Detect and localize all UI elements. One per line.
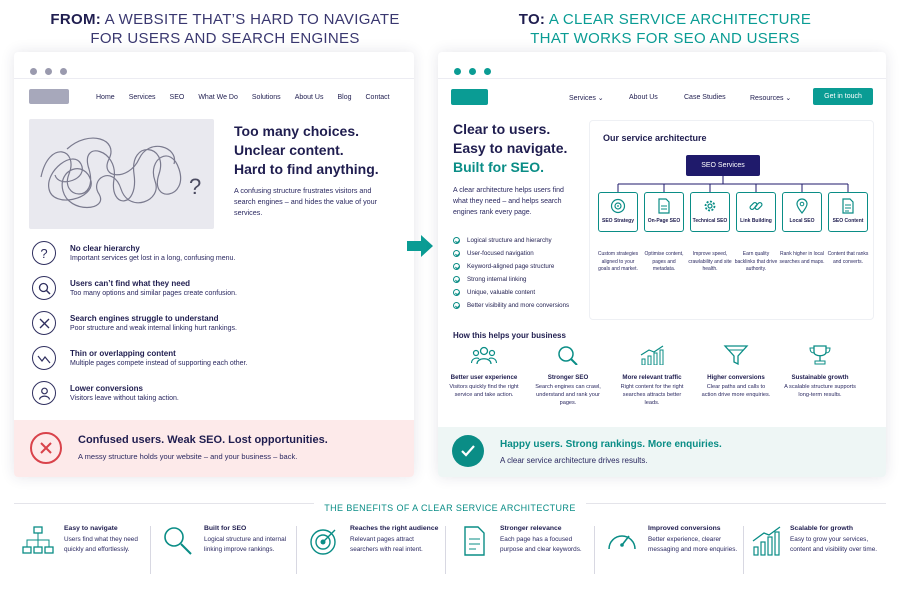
left-headline-3: Hard to find anything.: [234, 161, 379, 177]
service-label: On-Page SEO: [647, 218, 681, 224]
check-icon: [453, 263, 460, 270]
problem-title: Lower conversions: [70, 384, 143, 393]
chevron-down-icon: ⌄: [597, 95, 604, 102]
warning-banner: [14, 420, 414, 477]
problem-title: Search engines struggle to understand: [70, 314, 219, 323]
benefit-item: [162, 525, 292, 557]
left-headline-2: Unclear content.: [234, 142, 344, 158]
checklist-item: [453, 273, 569, 286]
content-icon: [840, 198, 856, 214]
service-desc: Content that ranks and converts.: [827, 251, 869, 265]
problem-desc: Too many options and similar pages create confusion.: [70, 290, 237, 297]
benefit-item: [308, 525, 443, 557]
right-headline: [453, 120, 567, 177]
document-icon: [458, 525, 490, 557]
nav-contact[interactable]: Contact: [365, 94, 390, 101]
help-item: [616, 345, 688, 407]
check-icon: [453, 250, 460, 257]
help-item-title: Better user experience: [450, 374, 518, 381]
help-item-title: More relevant traffic: [622, 374, 682, 381]
nav-seo[interactable]: SEO: [169, 94, 185, 101]
help-item: [532, 345, 604, 407]
nav-resources-label: Resources: [750, 95, 784, 102]
broken-chart-icon: [32, 346, 56, 370]
benefit-title: Easy to navigate: [64, 525, 118, 532]
help-item-title: Sustainable growth: [791, 374, 849, 381]
chevron-down-icon: ⌄: [785, 95, 792, 102]
check-icon: [453, 302, 460, 309]
checklist-text: User-focused navigation: [467, 250, 534, 257]
checklist-text: Logical structure and hierarchy: [467, 237, 552, 244]
benefits-title-wrap: [0, 498, 900, 516]
left-browser-window: [14, 52, 414, 477]
checklist-text: Keyword-aligned page structure: [467, 263, 555, 270]
service-on-page-seo[interactable]: [644, 192, 684, 232]
problem-title: Users can’t find what they need: [70, 279, 191, 288]
from-line2: FOR USERS AND SEARCH ENGINES: [90, 30, 360, 47]
benefit-title: Reaches the right audience: [350, 525, 439, 532]
from-prefix: FROM:: [50, 11, 102, 28]
benefit-desc: Relevant pages attract searchers with real intent.: [350, 536, 423, 553]
benefit-title: Scalable for growth: [790, 525, 854, 532]
seo-services-root[interactable]: SEO Services: [686, 155, 760, 176]
helps-title: How this helps your business: [453, 331, 566, 340]
help-item-title: Stronger SEO: [547, 374, 589, 381]
problem-list: [32, 241, 402, 416]
gear-icon: [702, 198, 718, 214]
map-pin-icon: [794, 198, 810, 214]
banner-title: Confused users. Weak SEO. Lost opportunities.: [78, 434, 328, 446]
service-desc: Earn quality backlinks that drive authority.: [734, 251, 778, 272]
benefit-desc: Logical structure and internal linking improve rankings.: [204, 536, 287, 553]
benefit-title: Stronger relevance: [500, 525, 562, 532]
check-icon: [453, 289, 460, 296]
checklist-item: [453, 299, 569, 312]
service-desc: Improve speed, crawlability and site health.: [688, 251, 732, 272]
architecture-title: Our service architecture: [603, 133, 707, 143]
problem-title: No clear hierarchy: [70, 244, 140, 253]
success-banner: [438, 427, 886, 477]
nav-home[interactable]: Home: [96, 94, 115, 101]
link-icon: [748, 198, 764, 214]
benefit-item: [458, 525, 593, 557]
bar-growth-icon: [639, 345, 665, 365]
to-prefix: TO:: [518, 11, 546, 28]
nav-solutions[interactable]: Solutions: [251, 94, 281, 101]
logo-placeholder: [29, 89, 69, 104]
help-item-desc: Clear paths and calls to action drive more enquiries.: [701, 384, 771, 398]
checklist-item: [453, 260, 569, 273]
benefit-desc: Users find what they need quickly and effortlessly.: [64, 536, 138, 553]
checklist-text: Better visibility and more conversions: [467, 302, 570, 309]
magnifier-icon: [555, 345, 581, 365]
problem-title: Thin or overlapping content: [70, 349, 176, 358]
right-headline-2: Easy to navigate.: [453, 140, 568, 156]
user-icon: [32, 381, 56, 405]
logo-placeholder: [451, 89, 488, 105]
service-desc: Rank higher in local searches and maps.: [779, 251, 825, 265]
sitemap-icon: [22, 525, 54, 557]
checklist: [453, 234, 569, 312]
nav-services-label: Services: [569, 95, 596, 102]
problem-item: [32, 311, 402, 346]
left-nav: [82, 94, 390, 101]
to-line1: A CLEAR SERVICE ARCHITECTURE: [548, 11, 812, 28]
nav-about[interactable]: About Us: [294, 94, 324, 101]
gauge-icon: [606, 525, 638, 557]
nav-resources[interactable]: [750, 94, 791, 102]
benefit-title: Built for SEO: [204, 525, 247, 532]
benefit-item: [22, 525, 142, 557]
problem-desc: Multiple pages compete instead of supporting each other.: [70, 360, 248, 367]
benefit-item: [606, 525, 741, 557]
help-item: [448, 345, 520, 399]
service-link-building[interactable]: [736, 192, 776, 232]
problem-item: [32, 276, 402, 311]
benefit-desc: Easy to grow your services, content and visibility over time.: [790, 536, 878, 553]
problem-item: [32, 346, 402, 381]
nav-blog[interactable]: Blog: [337, 94, 352, 101]
help-item-title: Higher conversions: [707, 374, 765, 381]
benefit-item: [752, 525, 882, 557]
problem-desc: Visitors leave without taking action.: [70, 395, 179, 402]
service-label: Local SEO: [789, 218, 815, 224]
growth-chart-icon: [752, 525, 782, 557]
problem-desc: Important services get lost in a long, confusing menu.: [70, 255, 236, 262]
nav-what-we-do[interactable]: What We Do: [198, 94, 238, 101]
transition-arrow-icon: [405, 233, 435, 264]
get-in-touch-button[interactable]: Get in touch: [813, 88, 873, 105]
benefit-title: Improved conversions: [648, 525, 721, 532]
help-item-desc: A scalable structure supports long-term results.: [784, 384, 856, 398]
checklist-item: [453, 247, 569, 260]
nav-services[interactable]: [569, 94, 604, 102]
nav-about[interactable]: About Us: [629, 94, 658, 101]
left-headline: [234, 122, 379, 179]
checklist-text: Unique, valuable content: [467, 289, 536, 296]
help-item: [700, 345, 772, 399]
service-local-seo[interactable]: [782, 192, 822, 232]
service-label: Link Building: [740, 218, 772, 224]
question-mark-icon: ?: [189, 174, 202, 199]
users-group-icon: [471, 345, 497, 365]
service-desc: Custom strategies aligned to your goals and market.: [597, 251, 639, 272]
service-seo-strategy[interactable]: [598, 192, 638, 232]
to-line2: THAT WORKS FOR SEO AND USERS: [530, 30, 800, 47]
right-headline-1: Clear to users.: [453, 121, 551, 137]
help-item-desc: Search engines can crawl, understand and rank your pages.: [535, 384, 601, 406]
search-icon: [162, 525, 194, 557]
nav-services[interactable]: Services: [128, 94, 156, 101]
document-icon: [656, 198, 672, 214]
left-description: A confusing structure frustrates visitors and search engines – and hides the value of your services.: [234, 186, 378, 217]
target-icon: [308, 525, 340, 557]
help-item-desc: Right content for the right searches attracts better leads.: [620, 384, 684, 406]
help-item: [784, 345, 856, 399]
problem-item: [32, 381, 402, 416]
service-architecture-card: [589, 120, 874, 320]
check-icon: [453, 276, 460, 283]
right-description: A clear architecture helps users find what they need – and helps search engines rank every page.: [453, 187, 564, 216]
help-item-desc: Visitors quickly find the right service and take action.: [449, 384, 519, 398]
banner-desc: A messy structure holds your website – and your business – back.: [78, 452, 298, 461]
happy-title: Happy users. Strong rankings. More enquiries.: [500, 439, 722, 450]
problem-item: [32, 241, 402, 276]
right-headline-3: Built for SEO.: [453, 159, 544, 175]
checklist-item: [453, 234, 569, 247]
service-label: SEO Content: [832, 218, 864, 224]
checklist-text: Strong internal linking: [467, 276, 527, 283]
success-check-icon: [452, 435, 484, 467]
to-header: [480, 10, 850, 48]
benefit-desc: Better experience, clearer messaging and more enquiries.: [648, 536, 738, 553]
service-technical-seo[interactable]: [690, 192, 730, 232]
funnel-icon: [723, 345, 749, 365]
service-desc: Optimise content, pages and metadata.: [644, 251, 684, 272]
benefit-desc: Each page has a focused purpose and clear keywords.: [500, 536, 582, 553]
target-icon: [610, 198, 626, 214]
nav-case-studies[interactable]: Case Studies: [684, 94, 726, 101]
left-headline-1: Too many choices.: [234, 123, 359, 139]
service-seo-content[interactable]: [828, 192, 868, 232]
benefits-title: THE BENEFITS OF A CLEAR SERVICE ARCHITECTURE: [314, 503, 585, 513]
error-x-icon: [30, 432, 62, 464]
service-label: SEO Strategy: [602, 218, 634, 224]
search-icon: [32, 276, 56, 300]
from-header: [40, 10, 410, 48]
x-icon: [32, 311, 56, 335]
service-label: Technical SEO: [692, 218, 728, 224]
check-icon: [453, 237, 460, 244]
checklist-item: [453, 286, 569, 299]
from-line1: A WEBSITE THAT’S HARD TO NAVIGATE: [104, 11, 400, 28]
trophy-icon: [807, 345, 833, 365]
problem-desc: Poor structure and weak internal linking hurt rankings.: [70, 325, 237, 332]
right-browser-window: [438, 52, 886, 477]
question-icon: ?: [32, 241, 56, 265]
happy-desc: A clear service architecture drives results.: [500, 456, 648, 465]
tangled-path-image: [29, 119, 214, 229]
